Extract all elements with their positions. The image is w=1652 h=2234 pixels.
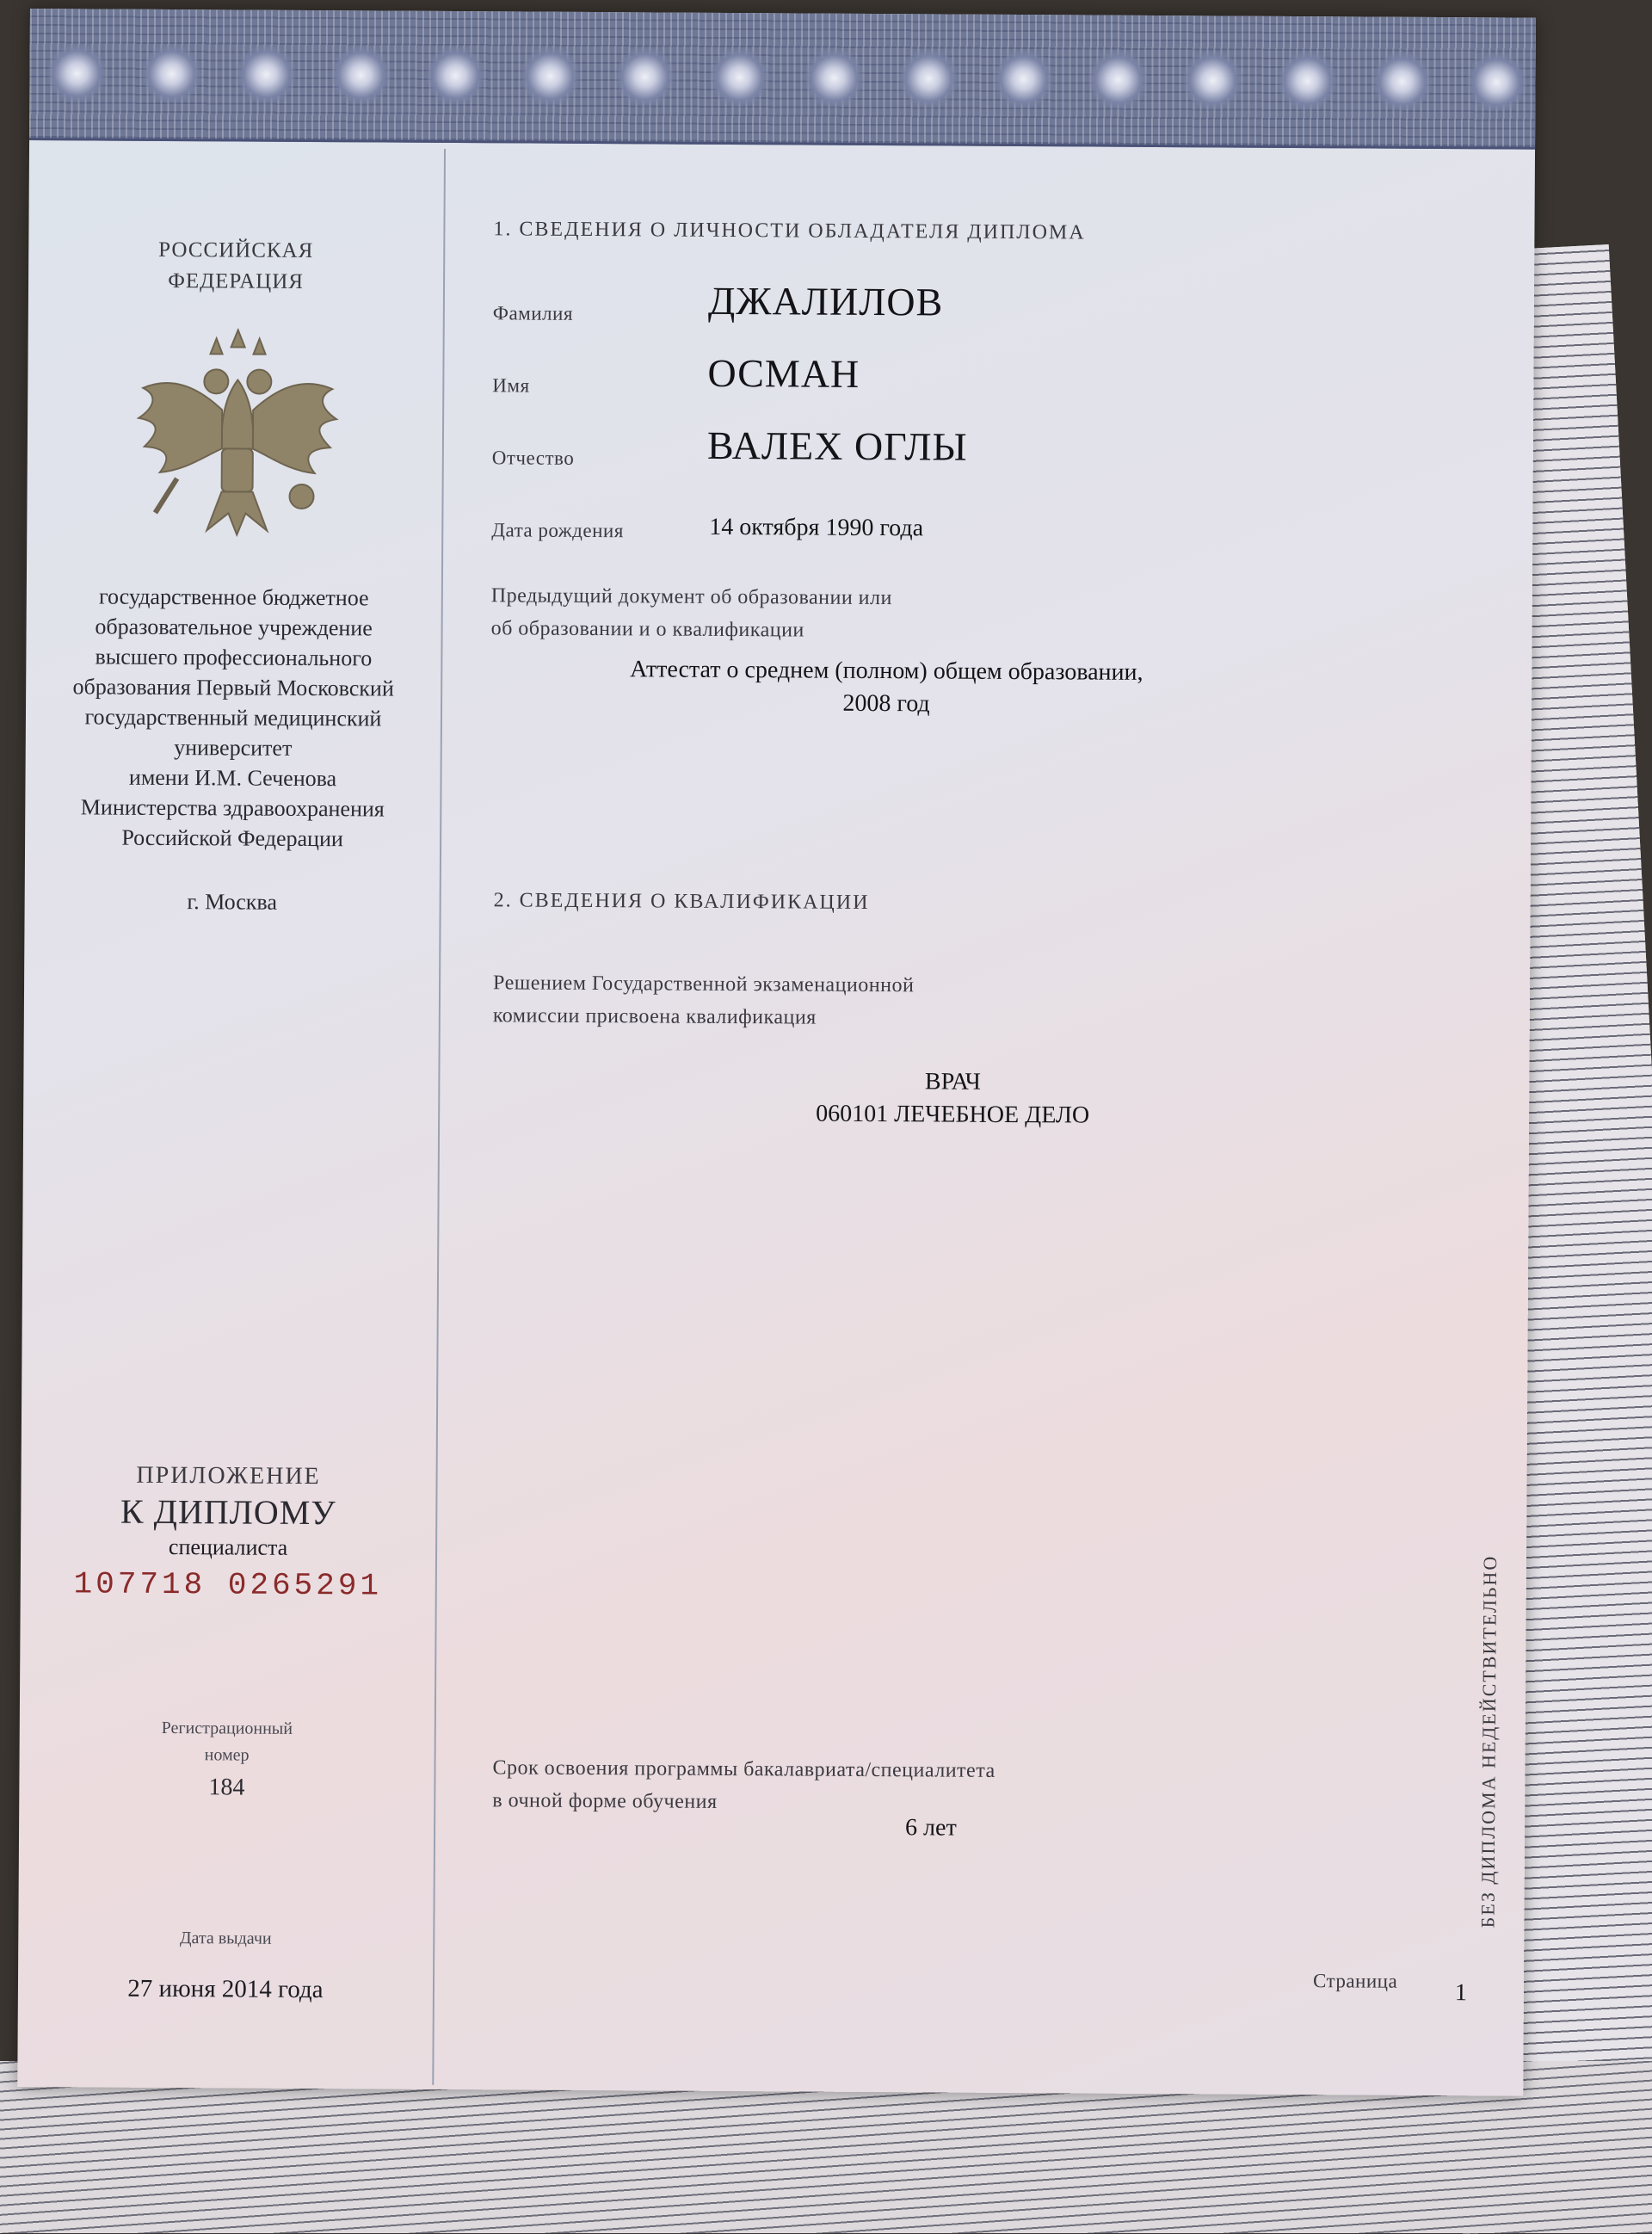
name-value: ОСМАН — [707, 350, 860, 396]
registration-label-line1: Регистрационный — [161, 1718, 293, 1738]
country-line2: ФЕДЕРАЦИЯ — [168, 268, 305, 293]
issue-date-label: Дата выдачи — [179, 1929, 272, 1948]
decision-line1: Решением Государственной экзаменационной — [493, 972, 915, 997]
patronymic-value: ВАЛЕХ ОГЛЫ — [706, 423, 968, 469]
institution-name — [25, 581, 441, 855]
registration-number: 184 — [208, 1774, 245, 1801]
previous-document-label-line1: Предыдущий документ об образовании или — [490, 584, 892, 610]
previous-document-line2: 2008 год — [842, 689, 930, 718]
institution-line: государственное бюджетное — [98, 583, 369, 611]
issue-date: 27 июня 2014 года — [127, 1974, 324, 2004]
country-name — [28, 234, 443, 299]
duration-value: 6 лет — [905, 1814, 957, 1842]
institution-line: университет — [174, 735, 293, 761]
patronymic-label: Отчество — [491, 447, 575, 469]
qualification-line1: ВРАЧ — [924, 1068, 981, 1095]
institution-line: государственный медицинский — [84, 704, 382, 731]
duration-label — [492, 1751, 996, 1820]
appendix-specialty: специалиста — [168, 1534, 288, 1560]
city: г. Москва — [187, 889, 278, 915]
decision-line2: комиссии присвоена квалификация — [492, 1004, 817, 1029]
qualification-value — [643, 1064, 1262, 1132]
institution-line: образования Первый Московский — [72, 674, 394, 701]
surname-label: Фамилия — [492, 302, 574, 324]
registration-label-line2: номер — [204, 1745, 250, 1765]
page-number: 1 — [1454, 1979, 1468, 2007]
previous-document-label — [490, 579, 892, 647]
left-panel — [17, 9, 445, 2089]
previous-document-label-line2: об образовании и о квалификации — [490, 617, 804, 642]
decision-label — [493, 966, 915, 1034]
diploma-number: 107718 0265291 — [73, 1566, 383, 1604]
country-line1: РОССИЙСКАЯ — [158, 238, 314, 263]
side-validity-note: БЕЗ ДИПЛОМА НЕДЕЙСТВИТЕЛЬНО — [1476, 1554, 1501, 1929]
duration-label-line2: в очной форме обучения — [492, 1789, 718, 1813]
previous-document-line1: Аттестат о среднем (полном) общем образовании, — [630, 656, 1143, 686]
birth-date-label: Дата рождения — [491, 519, 624, 542]
diploma-page — [17, 9, 1536, 2096]
institution-line: образовательное учреждение — [95, 614, 373, 641]
institution-line: Российской Федерации — [121, 824, 343, 852]
institution-line: Министерства здравоохранения — [80, 794, 385, 822]
duration-label-line1: Срок освоения программы бакалавриата/специалитета — [492, 1756, 996, 1782]
appendix-title: ПРИЛОЖЕНИЕ — [136, 1461, 321, 1490]
surname-value: ДЖАЛИЛОВ — [707, 278, 944, 324]
section1-title: 1. СВЕДЕНИЯ О ЛИЧНОСТИ ОБЛАДАТЕЛЯ ДИПЛОМА — [493, 218, 1086, 244]
registration-label — [20, 1714, 435, 1770]
double-headed-eagle-emblem-icon — [125, 328, 350, 545]
previous-document-value — [559, 653, 1213, 723]
section2-title: 2. СВЕДЕНИЯ О КВАЛИФИКАЦИИ — [493, 889, 870, 914]
page-label: Страница — [1312, 1970, 1398, 1992]
institution-line: высшего профессионального — [95, 644, 373, 671]
name-label: Имя — [492, 374, 530, 397]
birth-date-value: 14 октября 1990 года — [709, 513, 924, 542]
institution-line: имени И.М. Сеченова — [128, 764, 337, 792]
qualification-line2: 060101 ЛЕЧЕБНОЕ ДЕЛО — [816, 1100, 1090, 1129]
appendix-subtitle: К ДИПЛОМУ — [120, 1491, 336, 1533]
